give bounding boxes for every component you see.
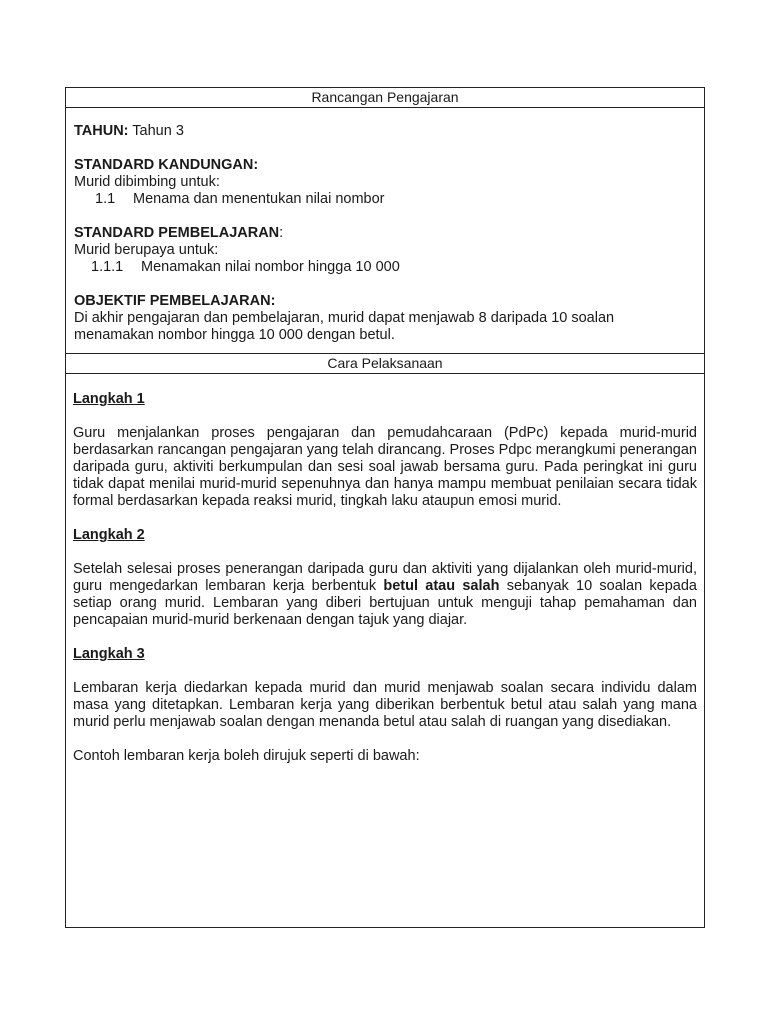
content-standard-item-text: Menama dan menentukan nilai nombor (133, 191, 385, 207)
step-2-emphasis: betul atau salah (383, 578, 500, 594)
step-2-title: Langkah 2 (73, 527, 145, 543)
content-standard-intro: Murid dibimbing untuk: (74, 174, 220, 190)
implementation-body (66, 374, 704, 765)
lesson-plan-table (65, 87, 705, 928)
learning-standard-item-text: Menamakan nilai nombor hingga 10 000 (141, 259, 400, 275)
year-value: Tahun 3 (132, 123, 184, 139)
implementation-header: Cara Pelaksanaan (66, 354, 704, 374)
learning-standard-heading (74, 225, 696, 242)
lesson-plan-header: Rancangan Pengajaran (66, 88, 704, 108)
content-standard-item-number: 1.1 (95, 191, 116, 207)
learning-standard-label: STANDARD PEMBELAJARAN (74, 225, 280, 241)
step-1-text: Guru menjalankan proses pengajaran dan pemudahcaraan (PdPc) kepada murid-murid berdasarkan rancangan pengajaran yang telah dirancang. Proses Pdpc merangkumi penerangan daripada guru, aktiviti berkumpulan dan sesi soal jawab bersama guru. Pada peringkat ini guru tidak dapat menilai murid-murid sepenuhnya dan hanya mampu membuat penilaian secara tidak formal berdasarkan kepada reaksi murid, tingkah laku ataupun emosi murid. (73, 425, 697, 509)
content-standard-item (74, 191, 696, 208)
learning-standard-item-number: 1.1.1 (91, 259, 124, 275)
step-3-text: Lembaran kerja diedarkan kepada murid dan murid menjawab soalan secara individu dalam masa yang ditetapkan. Lembaran kerja yang diberikan berbentuk betul atau salah yang mana murid perlu menjawab soalan dengan menanda betul atau salah di ruangan yang disediakan. (73, 680, 697, 730)
step-2-text-part-b: sebanyak 10 soalan kepada setiap orang murid. Lembaran yang diberi bertujuan untuk menguji tahap pemahaman dan pencapaian murid-murid berkenaan dengan tajuk yang diajar. (73, 578, 697, 628)
closing-text: Contoh lembaran kerja boleh dirujuk seperti di bawah: (73, 748, 420, 764)
learning-objective-label: OBJEKTIF PEMBELAJARAN: (74, 293, 276, 309)
step-2-text-part-a: Setelah selesai proses penerangan daripada guru dan aktiviti yang dijalankan oleh murid-murid, guru mengedarkan lembaran kerja berbentuk (73, 561, 697, 594)
step-3-title: Langkah 3 (73, 646, 145, 662)
learning-standard-item (74, 259, 696, 276)
learning-standard-intro: Murid berupaya untuk: (74, 242, 219, 258)
lesson-plan-details (66, 108, 704, 354)
learning-objective-text: Di akhir pengajaran dan pembelajaran, murid dapat menjawab 8 daripada 10 soalan menamakan nombor hingga 10 000 dengan betul. (74, 310, 615, 343)
step-1-title: Langkah 1 (73, 391, 145, 407)
content-standard-label: STANDARD KANDUNGAN: (74, 157, 259, 173)
step-2-text (73, 561, 697, 629)
year-row (74, 123, 696, 140)
year-label: TAHUN: (74, 123, 129, 139)
learning-standard-colon: : (279, 225, 284, 241)
